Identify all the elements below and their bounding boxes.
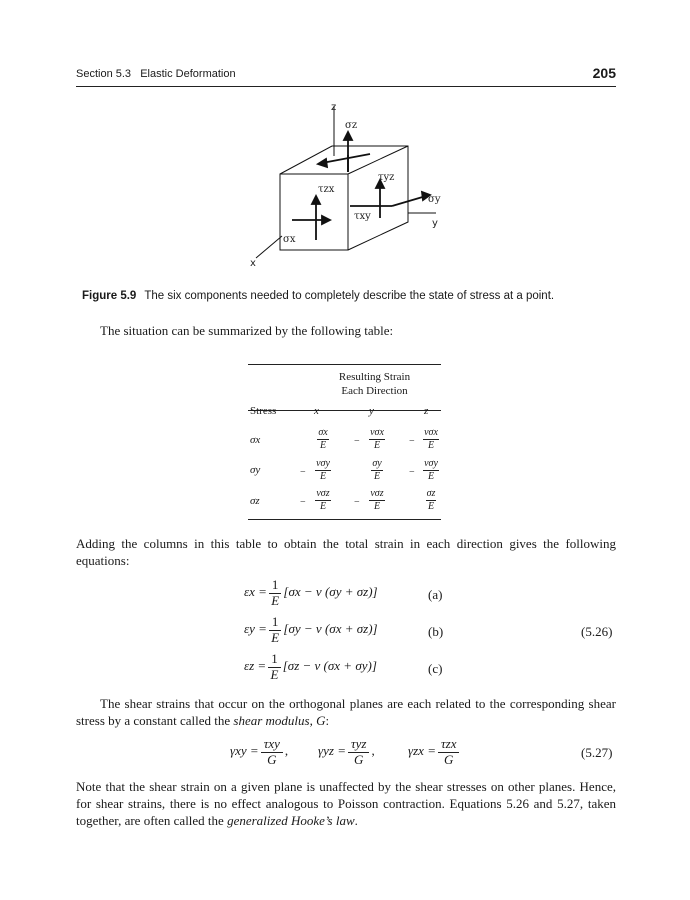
stress-cube-figure: [230, 92, 460, 272]
page-number: 205: [592, 65, 616, 81]
equation-gamma-yz: γyz = $\frac{\text{τyz}}{G}$ ,: [318, 736, 375, 767]
equation-5-26b: εy = $\frac{1}{E}$ [σy − ν (σx + σz)]: [244, 614, 378, 645]
figure-caption: [82, 290, 642, 302]
table-span-header: Resulting Strain Each Direction: [338, 371, 411, 397]
tau-yz-label: τyz: [378, 172, 395, 183]
sigma-z-label: σz: [345, 120, 358, 131]
sigma-x-label: σx: [283, 234, 296, 245]
caption-text: The six components needed to completely describe the state of stress at a point.: [144, 290, 555, 302]
table-cell: $\frac{\text{νσz}}{E}$: [316, 488, 330, 512]
sigma-z-arrowhead: [344, 132, 352, 140]
equation-gamma-xy: γxy = $\frac{\text{τxy}}{G}$ ,: [230, 736, 289, 767]
adding-paragraph: Adding the columns in this table to obtain the total strain in each direction gives the following equations:: [76, 536, 616, 568]
equation-label-b: (b): [428, 624, 444, 639]
x-axis-line: [256, 236, 282, 258]
equation-label-c: (c): [428, 661, 443, 676]
cube-top-right-edges: [280, 146, 408, 250]
figure-label: Figure 5.9: [82, 290, 137, 302]
running-head: [76, 66, 616, 87]
note-paragraph: Note that the shear strain on a given plane is unaffected by the shear stresses on other planes. Hence, for shear strains, there is no effect analogous to Poisson contraction. Equations 5.26 and 5.27, taken together, are often called the generalized Hooke’s law.: [76, 779, 616, 828]
axis-x-label: x: [250, 258, 256, 269]
tau-zx-label: τzx: [318, 184, 335, 195]
cube-edge: [348, 146, 408, 174]
row-stress-label: σx: [250, 434, 261, 446]
section-heading: Section 5.3 Elastic Deformation: [76, 68, 236, 80]
table-cell: $\frac{\sigma z}{E}$: [426, 488, 436, 512]
tau-xy-label: τxy: [354, 211, 371, 222]
equation-gamma-zx: γzx = $\frac{\text{τzx}}{G}$: [408, 737, 461, 767]
stress-cube-diagram: [230, 92, 460, 272]
equation-number-5-26: (5.26): [581, 624, 613, 639]
col-header-z: z: [424, 405, 429, 417]
shear-paragraph: The shear strains that occur on the orthogonal planes are each related to the corresponding shear stress by a constant called the shear modulus, G:: [76, 696, 616, 728]
row-stress-label: σz: [250, 495, 260, 507]
intro-paragraph: The situation can be summarized by the following table:: [100, 323, 394, 338]
table-cell: $\frac{\text{νσz}}{E}$: [370, 488, 384, 512]
equation-5-26c: εz = $\frac{1}{E}$ [σz − ν (σx + σy)]: [244, 651, 377, 682]
equation-label-a: (a): [428, 587, 443, 602]
axis-z-label: z: [331, 102, 337, 113]
row-stress-label: σy: [250, 464, 261, 476]
stress-header: Stress: [250, 405, 277, 417]
table-cell: $\frac{\text{νσx}}{E}$: [424, 427, 438, 451]
equation-5-26a: εx = $\frac{1}{E}$ [σx − ν (σy + σz)]: [244, 577, 378, 608]
table-cell: $\frac{\text{νσx}}{E}$: [370, 427, 384, 451]
table-cell: $\frac{\sigma x}{E}$: [318, 427, 328, 451]
table-cell: $\frac{\text{νσy}}{E}$: [424, 458, 438, 482]
sigma-y-label: σy: [428, 194, 441, 205]
col-header-y: y: [369, 405, 374, 417]
table-cell: $\frac{\sigma y}{E}$: [372, 458, 382, 482]
col-header-x: x: [314, 405, 319, 417]
axis-y-label: y: [432, 218, 438, 229]
equation-number-5-27: (5.27): [581, 745, 613, 760]
table-cell: $\frac{\text{νσy}}{E}$: [316, 458, 330, 482]
